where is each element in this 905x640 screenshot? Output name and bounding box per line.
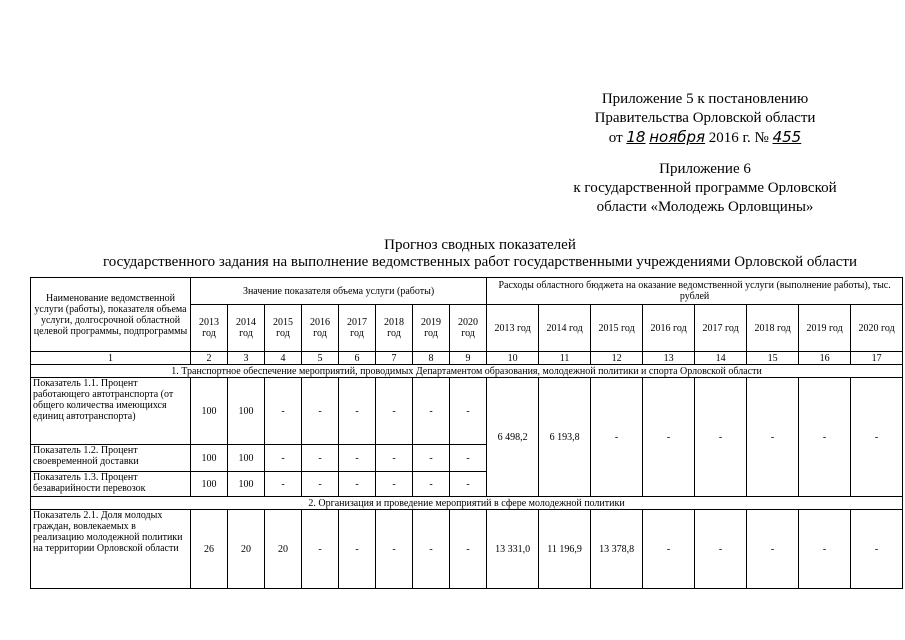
handwritten-day: 18 xyxy=(626,128,646,146)
budget-value: - xyxy=(799,510,851,589)
appendix5-line2: Правительства Орловской области xyxy=(594,110,816,126)
column-number: 7 xyxy=(376,352,413,365)
column-number: 13 xyxy=(643,352,695,365)
column-number: 2 xyxy=(191,352,228,365)
volume-value: - xyxy=(339,445,376,472)
volume-value: - xyxy=(376,445,413,472)
appendix6-line3: области «Молодежь Орловщины» xyxy=(596,199,814,215)
title-line2: государственного задания на выполнение ведомственных работ государственными учреждениями Орловской области xyxy=(103,254,857,270)
budget-value: - xyxy=(851,378,903,497)
volume-value: 100 xyxy=(228,378,265,445)
column-number: 14 xyxy=(695,352,747,365)
indicator-name: Показатель 1.2. Процент своевременной доставки xyxy=(31,445,191,472)
year-budget-header: 2014 год xyxy=(539,305,591,352)
volume-value: - xyxy=(265,445,302,472)
budget-value: 6 193,8 xyxy=(539,378,591,497)
indicator-name: Показатель 1.1. Процент работающего автотранспорта (от общего количества имеющихся единиц автотранспорта) xyxy=(31,378,191,445)
document-title xyxy=(40,237,905,271)
group-budget-header: Расходы областного бюджета на оказание ведомственной услуги (выполнение работы), тыс. рублей xyxy=(487,278,903,305)
indicator-name: Показатель 2.1. Доля молодых граждан, вовлекаемых в реализацию молодежной политики на территории Орловской области xyxy=(31,510,191,589)
volume-value: - xyxy=(376,472,413,497)
group-volume-header: Значение показателя объема услуги (работы) xyxy=(191,278,487,305)
column-number: 17 xyxy=(851,352,903,365)
volume-value: 20 xyxy=(228,510,265,589)
volume-value: - xyxy=(413,510,450,589)
section-row xyxy=(31,497,903,510)
volume-value: 100 xyxy=(228,472,265,497)
column-number: 15 xyxy=(747,352,799,365)
column-numbers-row xyxy=(31,352,903,365)
volume-value: - xyxy=(450,472,487,497)
year-budget-header: 2015 год xyxy=(591,305,643,352)
volume-value: - xyxy=(450,445,487,472)
volume-value: - xyxy=(339,472,376,497)
budget-value: - xyxy=(799,378,851,497)
column-number: 10 xyxy=(487,352,539,365)
year-volume-header: 2015 год xyxy=(265,305,302,352)
column-number: 12 xyxy=(591,352,643,365)
year-volume-header: 2019 год xyxy=(413,305,450,352)
appendix6-line1: Приложение 6 xyxy=(659,161,751,177)
column-number: 5 xyxy=(302,352,339,365)
budget-value: - xyxy=(591,378,643,497)
volume-value: - xyxy=(339,378,376,445)
date-prefix: от xyxy=(608,130,623,146)
section-2-title: 2. Организация и проведение мероприятий в сфере молодежной политики xyxy=(31,497,903,510)
table-row xyxy=(31,378,903,445)
header-row-groups xyxy=(31,278,903,305)
year-budget-header: 2018 год xyxy=(747,305,799,352)
volume-value: - xyxy=(302,472,339,497)
section-1-title: 1. Транспортное обеспечение мероприятий, проводимых Департаментом образования, молодежной политики и спорта Орловской области xyxy=(31,365,903,378)
year-budget-header: 2013 год xyxy=(487,305,539,352)
volume-value: - xyxy=(302,445,339,472)
year-volume-header: 2016 год xyxy=(302,305,339,352)
volume-value: 100 xyxy=(191,472,228,497)
section-row xyxy=(31,365,903,378)
volume-value: - xyxy=(413,472,450,497)
handwritten-number: 455 xyxy=(772,128,802,146)
volume-value: 26 xyxy=(191,510,228,589)
volume-value: - xyxy=(413,378,450,445)
col-name-header: Наименование ведомственной услуги (работы), показателя объема услуги, долгосрочной областной целевой программы, подпрограммы xyxy=(31,278,191,352)
volume-value: 100 xyxy=(191,378,228,445)
volume-value: - xyxy=(450,510,487,589)
year-volume-header: 2020 год xyxy=(450,305,487,352)
appendix6-block xyxy=(540,160,870,217)
volume-value: - xyxy=(339,510,376,589)
budget-value: - xyxy=(747,378,799,497)
column-number: 11 xyxy=(539,352,591,365)
volume-value: 100 xyxy=(228,445,265,472)
volume-value: - xyxy=(376,378,413,445)
column-number: 1 xyxy=(31,352,191,365)
budget-value: 13 331,0 xyxy=(487,510,539,589)
budget-value: 11 196,9 xyxy=(539,510,591,589)
volume-value: - xyxy=(265,378,302,445)
budget-value: - xyxy=(643,378,695,497)
indicator-name: Показатель 1.3. Процент безаварийности перевозок xyxy=(31,472,191,497)
column-number: 4 xyxy=(265,352,302,365)
volume-value: - xyxy=(302,378,339,445)
budget-value: - xyxy=(695,510,747,589)
year-volume-header: 2017 год xyxy=(339,305,376,352)
budget-value: 13 378,8 xyxy=(591,510,643,589)
column-number: 16 xyxy=(799,352,851,365)
volume-value: - xyxy=(376,510,413,589)
year-budget-header: 2016 год xyxy=(643,305,695,352)
title-line1: Прогноз сводных показателей xyxy=(384,237,576,253)
appendix5-date-line xyxy=(560,128,850,148)
column-number: 8 xyxy=(413,352,450,365)
table-row xyxy=(31,510,903,589)
volume-value: 100 xyxy=(191,445,228,472)
column-number: 3 xyxy=(228,352,265,365)
date-year-text: 2016 г. № xyxy=(708,130,769,146)
budget-value: - xyxy=(851,510,903,589)
appendix5-block xyxy=(560,90,850,148)
indicators-table xyxy=(30,277,903,589)
volume-value: 20 xyxy=(265,510,302,589)
volume-value: - xyxy=(413,445,450,472)
appendix5-line1: Приложение 5 к постановлению xyxy=(601,91,809,107)
volume-value: - xyxy=(265,472,302,497)
year-volume-header: 2013 год xyxy=(191,305,228,352)
budget-value: 6 498,2 xyxy=(487,378,539,497)
year-budget-header: 2019 год xyxy=(799,305,851,352)
year-budget-header: 2020 год xyxy=(851,305,903,352)
volume-value: - xyxy=(450,378,487,445)
appendix6-line2: к государственной программе Орловской xyxy=(573,180,837,196)
budget-value: - xyxy=(747,510,799,589)
column-number: 9 xyxy=(450,352,487,365)
budget-value: - xyxy=(695,378,747,497)
volume-value: - xyxy=(302,510,339,589)
year-budget-header: 2017 год xyxy=(695,305,747,352)
handwritten-month: ноября xyxy=(649,128,706,146)
year-volume-header: 2014 год xyxy=(228,305,265,352)
year-volume-header: 2018 год xyxy=(376,305,413,352)
budget-value: - xyxy=(643,510,695,589)
column-number: 6 xyxy=(339,352,376,365)
